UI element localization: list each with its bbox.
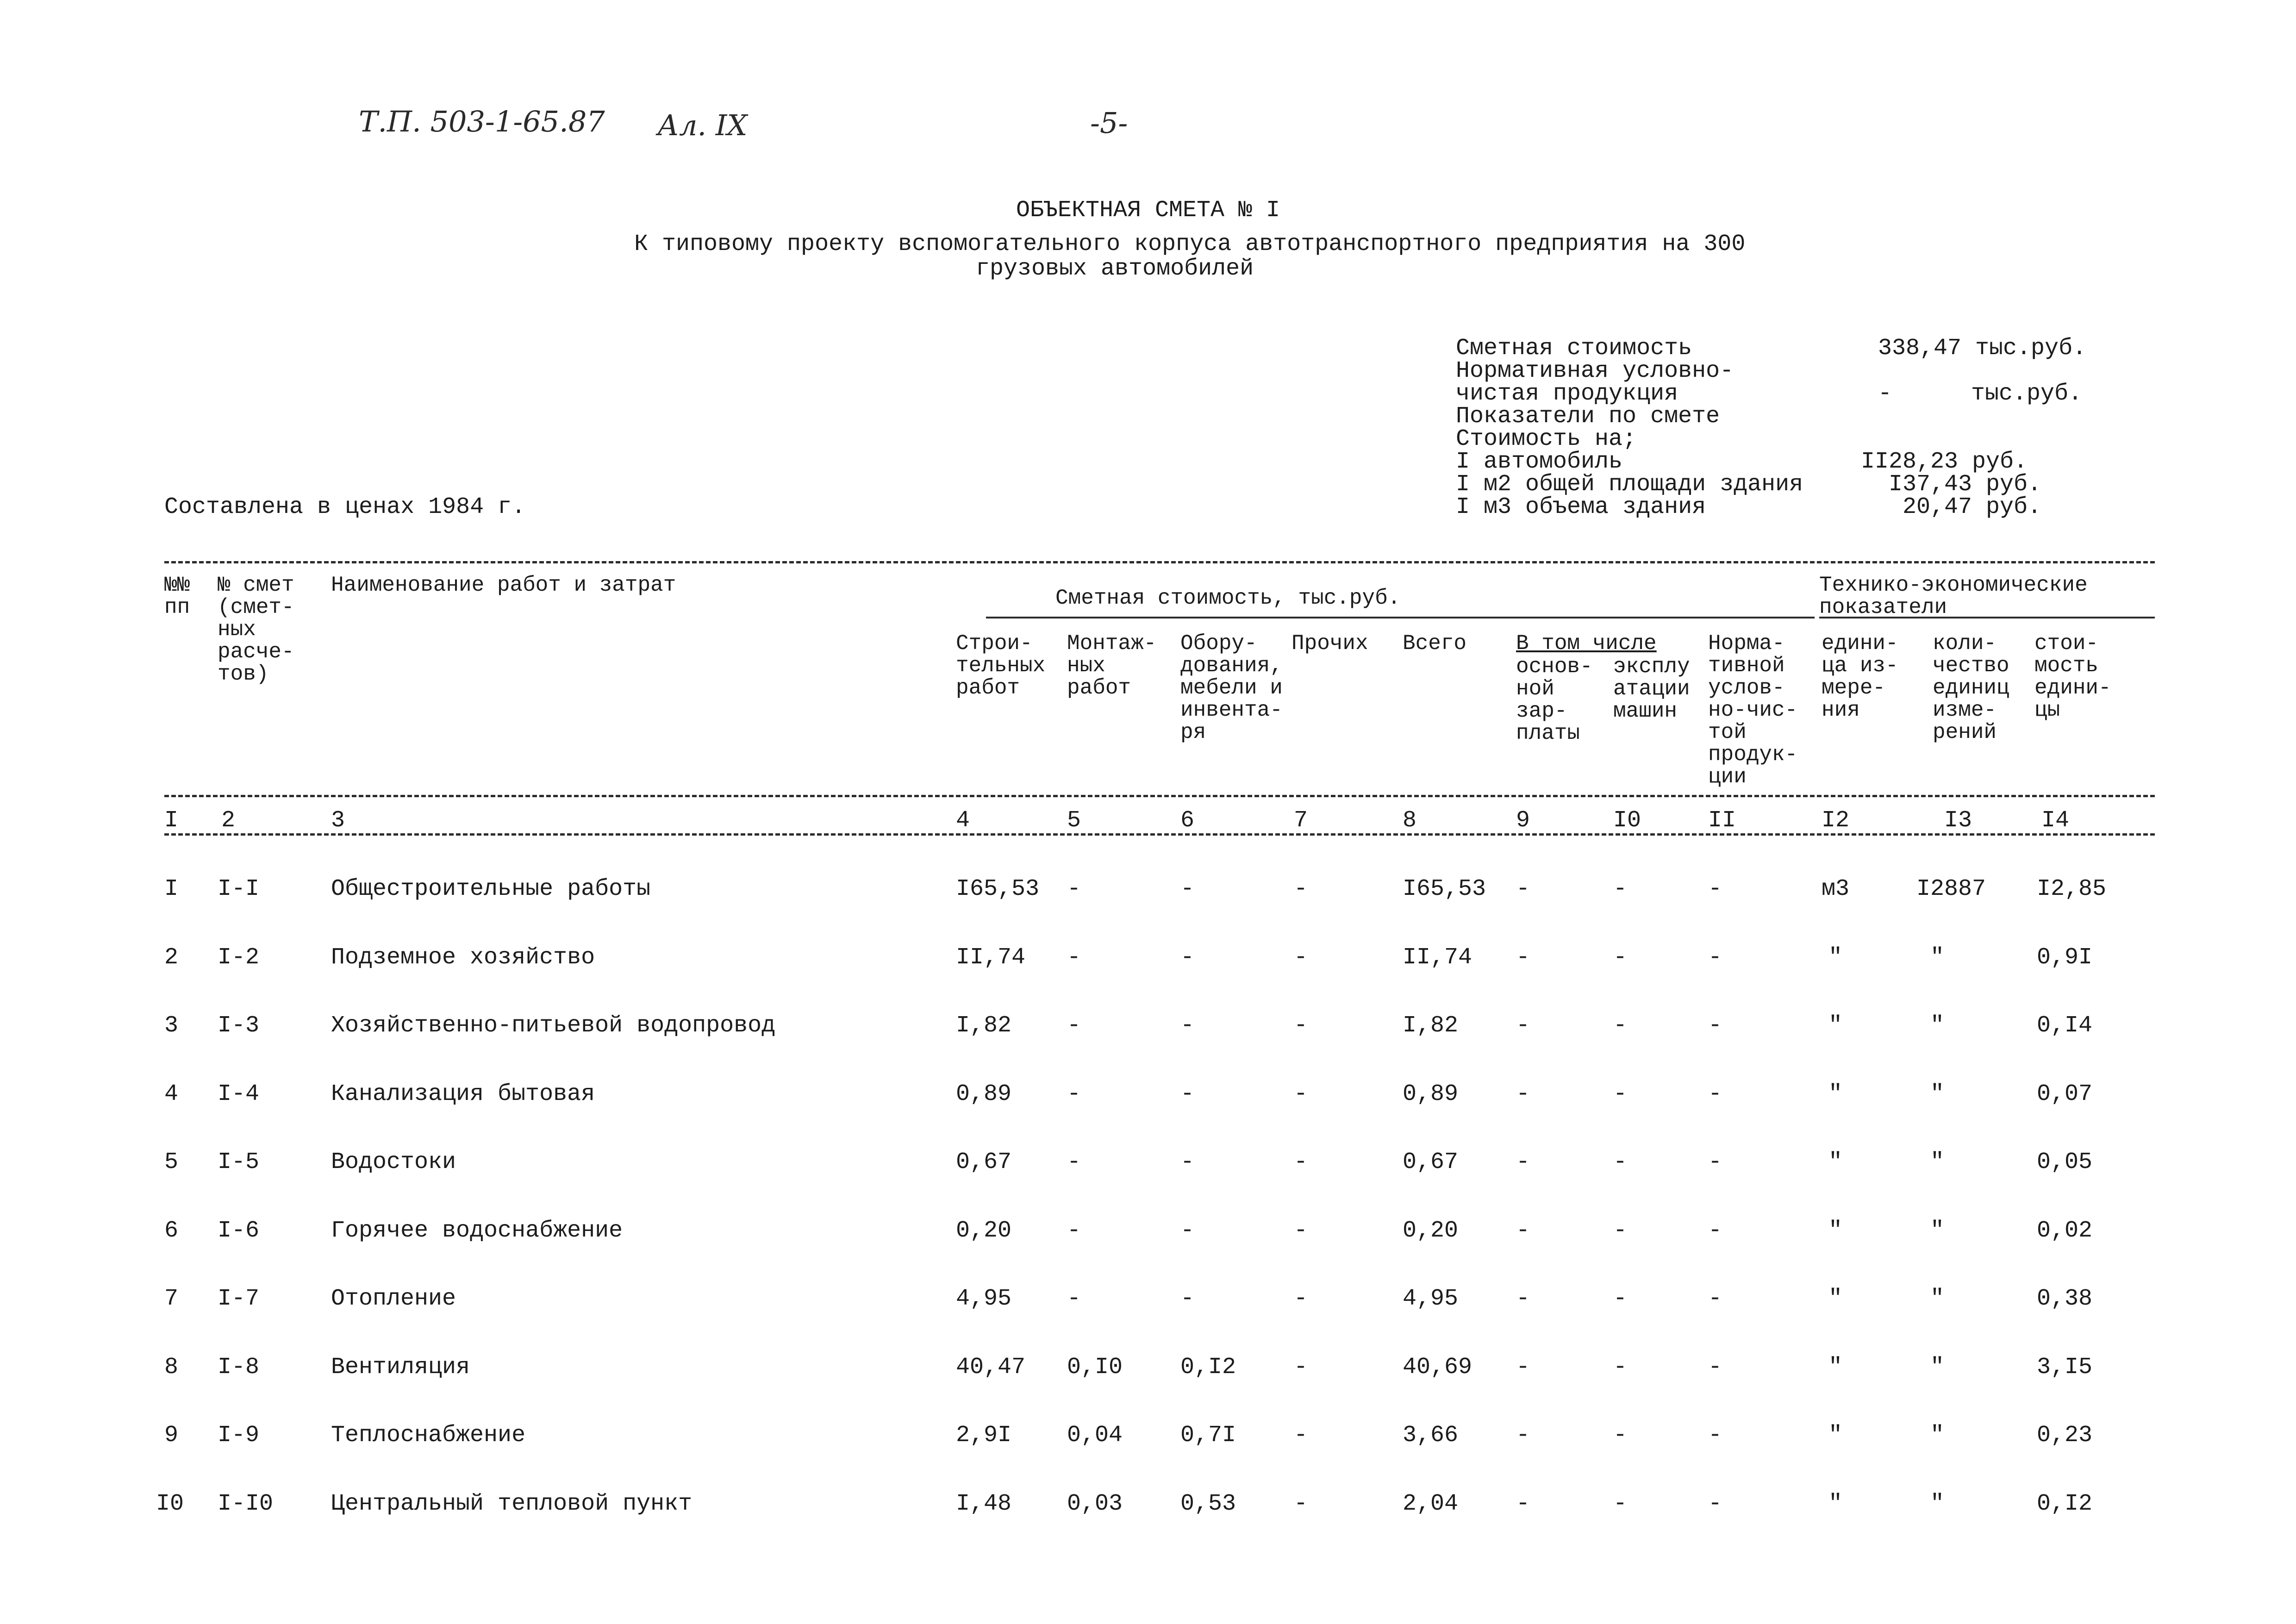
colnum-10: I0	[1613, 807, 1641, 834]
row-estimate-id: I-4	[218, 1081, 260, 1107]
row-total: 0,20	[1403, 1218, 1459, 1244]
row-construction: 0,67	[956, 1149, 1012, 1175]
row-assembly: 0,04	[1067, 1422, 1123, 1449]
row-equipment: -	[1180, 944, 1195, 971]
row-estimate-id: I-9	[218, 1422, 260, 1449]
summary-per-m3-label: I м3 объема здания	[1456, 494, 1706, 520]
row-number: 3	[164, 1012, 179, 1039]
row-work-name: Хозяйственно-питьевой водопровод	[331, 1012, 776, 1039]
row-wages: -	[1516, 1286, 1530, 1312]
row-construction: 2,9I	[956, 1422, 1012, 1449]
summary-norm-label-1: Нормативная условно-	[1456, 358, 1734, 384]
row-equipment: 0,7I	[1180, 1422, 1236, 1449]
row-construction: 40,47	[956, 1354, 1026, 1380]
row-equipment: -	[1180, 1012, 1195, 1039]
row-work-name: Вентиляция	[331, 1354, 470, 1380]
summary-cost-label: Сметная стоимость	[1456, 335, 1692, 362]
row-unit-cost: 0,23	[2037, 1422, 2093, 1449]
row-construction: 0,89	[956, 1081, 1012, 1107]
col-group-tech: Технико-экономические показатели	[1819, 573, 2088, 619]
row-construction: I65,53	[956, 876, 1040, 902]
row-wages: -	[1516, 1491, 1530, 1517]
row-unit-cost: 0,I4	[2037, 1012, 2093, 1039]
row-other: -	[1294, 1012, 1308, 1039]
row-equipment: 0,I2	[1180, 1354, 1236, 1380]
row-machines: -	[1613, 944, 1628, 971]
document-title: ОБЪЕКТНАЯ СМЕТА № I	[1016, 197, 1280, 224]
cost-group-rule	[986, 617, 1815, 618]
summary-indicators-label: Показатели по смете	[1456, 403, 1720, 430]
row-unit-cost: 0,38	[2037, 1286, 2093, 1312]
row-total: 0,89	[1403, 1081, 1459, 1107]
summary-norm-unit: тыс.руб.	[1971, 381, 2083, 407]
row-wages: -	[1516, 1012, 1530, 1039]
summary-per-m2-value: I37,43 руб.	[1889, 471, 2042, 498]
row-unit-cost: I2,85	[2037, 876, 2107, 902]
row-net-product: -	[1708, 1149, 1722, 1175]
row-net-product: -	[1708, 1491, 1722, 1517]
row-quantity: "	[1930, 1354, 1945, 1380]
colnum-13: I3	[1944, 807, 1972, 834]
album-number: Ал. IX	[657, 108, 748, 142]
row-net-product: -	[1708, 1354, 1722, 1380]
col-header-unit-cost: стои- мость едини- цы	[2034, 631, 2111, 722]
row-estimate-id: I-2	[218, 944, 260, 971]
col-header-equipment: Обору- дования, мебели и инвента- ря	[1180, 631, 1283, 744]
row-wages: -	[1516, 1354, 1530, 1380]
row-assembly: -	[1067, 1149, 1081, 1175]
row-unit-cost: 0,02	[2037, 1218, 2093, 1244]
document-code: Т.П. 503-1-65.87	[359, 105, 605, 138]
colnum-3: 3	[331, 807, 345, 834]
row-estimate-id: I-5	[218, 1149, 260, 1175]
row-number: I0	[156, 1491, 184, 1517]
row-quantity: I2887	[1916, 876, 1986, 902]
row-quantity: "	[1930, 1218, 1945, 1244]
row-work-name: Горячее водоснабжение	[331, 1218, 623, 1244]
row-equipment: -	[1180, 1218, 1195, 1244]
row-machines: -	[1613, 1286, 1628, 1312]
row-quantity: "	[1930, 1149, 1945, 1175]
row-net-product: -	[1708, 1012, 1722, 1039]
row-other: -	[1294, 1081, 1308, 1107]
summary-per-car-label: I автомобиль	[1456, 449, 1623, 475]
row-other: -	[1294, 1354, 1308, 1380]
row-work-name: Отопление	[331, 1286, 456, 1312]
row-equipment: -	[1180, 1286, 1195, 1312]
col-header-net-product: Норма- тивной услов- но-чис- той продук- ции	[1708, 631, 1798, 789]
row-estimate-id: I-7	[218, 1286, 260, 1312]
colnum-11: II	[1708, 807, 1736, 834]
table-colnum-rule	[164, 833, 2155, 836]
col-header-total: Всего	[1403, 631, 1467, 656]
col-header-estimate: № смет (смет- ных расче- тов)	[218, 573, 294, 686]
row-other: -	[1294, 876, 1308, 902]
row-machines: -	[1613, 1491, 1628, 1517]
summary-cost-value: 338,47 тыс.руб.	[1878, 335, 2087, 362]
row-wages: -	[1516, 1422, 1530, 1449]
row-wages: -	[1516, 1081, 1530, 1107]
row-total: II,74	[1403, 944, 1472, 971]
row-equipment: -	[1180, 1149, 1195, 1175]
row-net-product: -	[1708, 944, 1722, 971]
row-assembly: -	[1067, 876, 1081, 902]
summary-cost-per-label: Стоимость на;	[1456, 426, 1637, 452]
colnum-9: 9	[1516, 807, 1530, 834]
row-unit: "	[1828, 1218, 1843, 1244]
row-assembly: -	[1067, 1286, 1081, 1312]
colnum-5: 5	[1067, 807, 1081, 834]
row-number: 5	[164, 1149, 179, 1175]
row-assembly: -	[1067, 1081, 1081, 1107]
row-total: 40,69	[1403, 1354, 1472, 1380]
row-unit: "	[1828, 1491, 1843, 1517]
summary-per-m3-value: 20,47 руб.	[1903, 494, 2042, 520]
colnum-6: 6	[1180, 807, 1195, 834]
row-number: 7	[164, 1286, 179, 1312]
document-subtitle-cont: грузовых автомобилей	[976, 256, 1254, 282]
page-number: -5-	[1090, 106, 1128, 140]
row-estimate-id: I-I	[218, 876, 260, 902]
colnum-7: 7	[1294, 807, 1308, 834]
colnum-8: 8	[1403, 807, 1417, 834]
row-unit: "	[1828, 1012, 1843, 1039]
row-work-name: Центральный тепловой пункт	[331, 1491, 693, 1517]
row-total: 0,67	[1403, 1149, 1459, 1175]
row-quantity: "	[1930, 1286, 1945, 1312]
row-work-name: Теплоснабжение	[331, 1422, 526, 1449]
col-header-assembly: Монтаж- ных работ	[1067, 631, 1157, 700]
row-number: 8	[164, 1354, 179, 1380]
row-construction: I,48	[956, 1491, 1012, 1517]
col-header-other: Прочих	[1292, 631, 1368, 656]
row-total: 3,66	[1403, 1422, 1459, 1449]
col-group-including: В том числе	[1516, 631, 1657, 656]
row-number: I	[164, 876, 179, 902]
row-unit-cost: 0,05	[2037, 1149, 2093, 1175]
row-net-product: -	[1708, 1422, 1722, 1449]
table-top-rule	[164, 561, 2155, 563]
row-construction: 4,95	[956, 1286, 1012, 1312]
row-estimate-id: I-I0	[218, 1491, 274, 1517]
row-machines: -	[1613, 1422, 1628, 1449]
row-net-product: -	[1708, 1081, 1722, 1107]
table-header-rule	[164, 795, 2155, 797]
row-wages: -	[1516, 944, 1530, 971]
row-estimate-id: I-8	[218, 1354, 260, 1380]
row-net-product: -	[1708, 1218, 1722, 1244]
row-unit: м3	[1822, 876, 1850, 902]
row-total: 2,04	[1403, 1491, 1459, 1517]
row-construction: I,82	[956, 1012, 1012, 1039]
row-wages: -	[1516, 1218, 1530, 1244]
row-unit-cost: 0,I2	[2037, 1491, 2093, 1517]
row-other: -	[1294, 1422, 1308, 1449]
row-equipment: -	[1180, 876, 1195, 902]
row-unit-cost: 3,I5	[2037, 1354, 2093, 1380]
col-header-wages: основ- ной зар- платы	[1516, 655, 1593, 745]
row-number: 6	[164, 1218, 179, 1244]
row-assembly: -	[1067, 1218, 1081, 1244]
row-quantity: "	[1930, 1081, 1945, 1107]
row-number: 2	[164, 944, 179, 971]
row-quantity: "	[1930, 1422, 1945, 1449]
row-work-name: Подземное хозяйство	[331, 944, 595, 971]
colnum-12: I2	[1822, 807, 1850, 834]
summary-norm-label-2: чистая продукция	[1456, 381, 1678, 407]
row-machines: -	[1613, 1012, 1628, 1039]
col-header-name: Наименование работ и затрат	[331, 573, 676, 597]
row-machines: -	[1613, 1218, 1628, 1244]
prices-note: Составлена в ценах 1984 г.	[164, 494, 526, 520]
row-unit-cost: 0,9I	[2037, 944, 2093, 971]
row-machines: -	[1613, 1354, 1628, 1380]
row-total: 4,95	[1403, 1286, 1459, 1312]
col-header-quantity: коли- чество единиц изме- рений	[1933, 631, 2009, 744]
row-unit: "	[1828, 1354, 1843, 1380]
row-total: I65,53	[1403, 876, 1486, 902]
row-work-name: Водостоки	[331, 1149, 456, 1175]
summary-norm-dash: -	[1878, 381, 1892, 407]
row-assembly: -	[1067, 944, 1081, 971]
row-number: 4	[164, 1081, 179, 1107]
row-unit: "	[1828, 1286, 1843, 1312]
row-unit: "	[1828, 944, 1843, 971]
row-assembly: -	[1067, 1012, 1081, 1039]
row-wages: -	[1516, 876, 1530, 902]
row-unit: "	[1828, 1081, 1843, 1107]
colnum-14: I4	[2041, 807, 2070, 834]
row-total: I,82	[1403, 1012, 1459, 1039]
summary-per-car-value: II28,23 руб.	[1861, 449, 2028, 475]
summary-per-m2-label: I м2 общей площади здания	[1456, 471, 1803, 498]
col-group-cost: Сметная стоимость, тыс.руб.	[1055, 586, 1401, 610]
row-machines: -	[1613, 1081, 1628, 1107]
row-construction: II,74	[956, 944, 1026, 971]
row-other: -	[1294, 1149, 1308, 1175]
colnum-4: 4	[956, 807, 970, 834]
row-assembly: 0,03	[1067, 1491, 1123, 1517]
row-machines: -	[1613, 1149, 1628, 1175]
row-work-name: Канализация бытовая	[331, 1081, 595, 1107]
row-estimate-id: I-6	[218, 1218, 260, 1244]
row-work-name: Общестроительные работы	[331, 876, 651, 902]
row-estimate-id: I-3	[218, 1012, 260, 1039]
row-machines: -	[1613, 876, 1628, 902]
row-number: 9	[164, 1422, 179, 1449]
row-net-product: -	[1708, 876, 1722, 902]
row-other: -	[1294, 1218, 1308, 1244]
row-unit-cost: 0,07	[2037, 1081, 2093, 1107]
document-subtitle: К типовому проекту вспомогательного корпуса автотранспортного предприятия на 300	[634, 231, 1746, 257]
row-other: -	[1294, 944, 1308, 971]
col-header-machines: эксплу атации машин	[1613, 655, 1690, 723]
row-other: -	[1294, 1286, 1308, 1312]
row-net-product: -	[1708, 1286, 1722, 1312]
row-unit: "	[1828, 1422, 1843, 1449]
colnum-1: I	[164, 807, 179, 834]
row-quantity: "	[1930, 1012, 1945, 1039]
row-wages: -	[1516, 1149, 1530, 1175]
row-equipment: -	[1180, 1081, 1195, 1107]
row-equipment: 0,53	[1180, 1491, 1236, 1517]
row-construction: 0,20	[956, 1218, 1012, 1244]
row-unit: "	[1828, 1149, 1843, 1175]
col-header-construction: Строи- тельных работ	[956, 631, 1046, 700]
col-header-unit: едини- ца из- мере- ния	[1822, 631, 1898, 722]
row-other: -	[1294, 1491, 1308, 1517]
col-header-num: №№ пп	[164, 573, 190, 619]
row-quantity: "	[1930, 1491, 1945, 1517]
row-assembly: 0,I0	[1067, 1354, 1123, 1380]
colnum-2: 2	[221, 807, 236, 834]
row-quantity: "	[1930, 944, 1945, 971]
